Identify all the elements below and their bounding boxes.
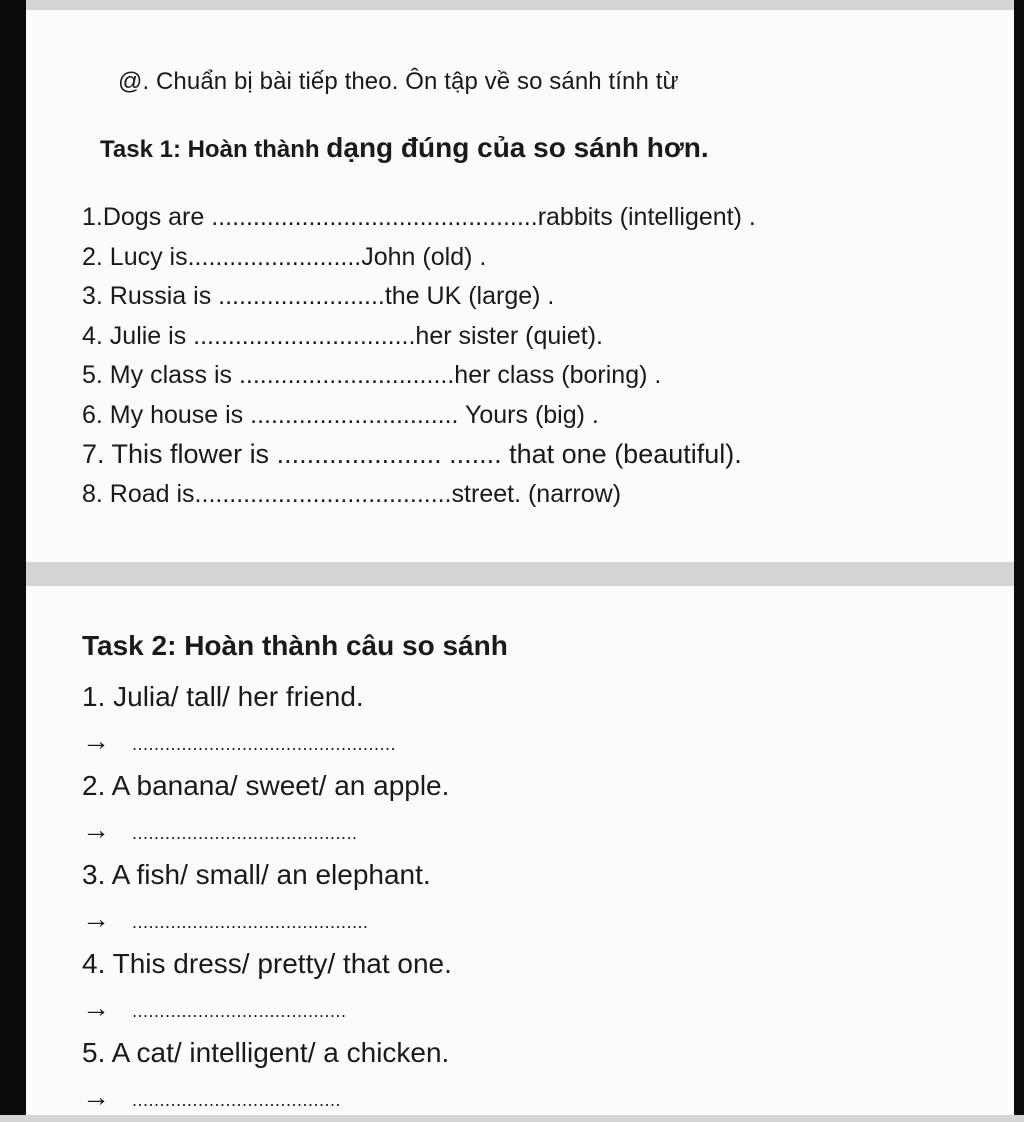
header-instruction: @. Chuẩn bị bài tiếp theo. Ôn tập về so sánh tính từ xyxy=(118,68,679,95)
arrow-right-icon: → xyxy=(82,903,110,934)
task2-answer-line-3 xyxy=(82,897,452,941)
answer-blank: ....................................... xyxy=(132,1001,347,1021)
answer-blank: ........................................... xyxy=(132,912,369,932)
task1-title-main: dạng đúng của so sánh hơn. xyxy=(326,132,709,163)
task1-item-2: 2. Lucy is.........................John (old) . xyxy=(82,242,487,271)
task1-item-3: 3. Russia is ........................the UK (large) . xyxy=(82,282,555,310)
task2-list xyxy=(82,674,452,1119)
task2-title: Task 2: Hoàn thành câu so sánh xyxy=(82,630,508,661)
arrow-right-icon: → xyxy=(82,1081,110,1112)
task1-item-7: 7. This flower is ...................... ....... that one (beautiful). xyxy=(82,439,742,469)
arrow-right-icon: → xyxy=(82,814,110,845)
task1-item-4: 4. Julie is ................................her sister (quiet). xyxy=(82,321,603,350)
answer-blank: ................................................ xyxy=(132,734,397,754)
task2-answer-line-4 xyxy=(82,986,452,1030)
arrow-right-icon: → xyxy=(82,992,110,1023)
answer-blank: ...................................... xyxy=(132,1090,342,1110)
answer-blank: ......................................... xyxy=(132,823,358,843)
task1-title xyxy=(100,132,709,164)
task1-item-8: 8. Road is.....................................street. (narrow) xyxy=(82,479,622,508)
task1-list xyxy=(82,198,756,514)
task2-question-3: 3. A fish/ small/ an elephant. xyxy=(82,859,431,890)
task1-item-1: 1.Dogs are ...............................................rabbits (intelligent) . xyxy=(82,203,756,231)
task1-item-5: 5. My class is ...............................her class (boring) . xyxy=(82,361,662,389)
left-dark-edge xyxy=(0,0,26,1115)
task2-answer-line-1 xyxy=(82,719,452,763)
task1-item-6: 6. My house is .............................. Yours (big) . xyxy=(82,400,599,429)
task2-question-1: 1. Julia/ tall/ her friend. xyxy=(82,681,364,712)
right-dark-edge xyxy=(1014,0,1024,1115)
task1-title-prefix: Task 1: Hoàn thành xyxy=(100,136,327,163)
worksheet-page-1 xyxy=(26,10,1014,562)
worksheet-page-2 xyxy=(26,586,1014,1115)
task2-answer-line-2 xyxy=(82,808,452,852)
task2-question-5: 5. A cat/ intelligent/ a chicken. xyxy=(82,1037,450,1068)
task2-question-2: 2. A banana/ sweet/ an apple. xyxy=(82,770,450,801)
task2-answer-line-5 xyxy=(82,1075,452,1119)
task2-question-4: 4. This dress/ pretty/ that one. xyxy=(82,948,452,979)
arrow-right-icon: → xyxy=(82,725,110,756)
